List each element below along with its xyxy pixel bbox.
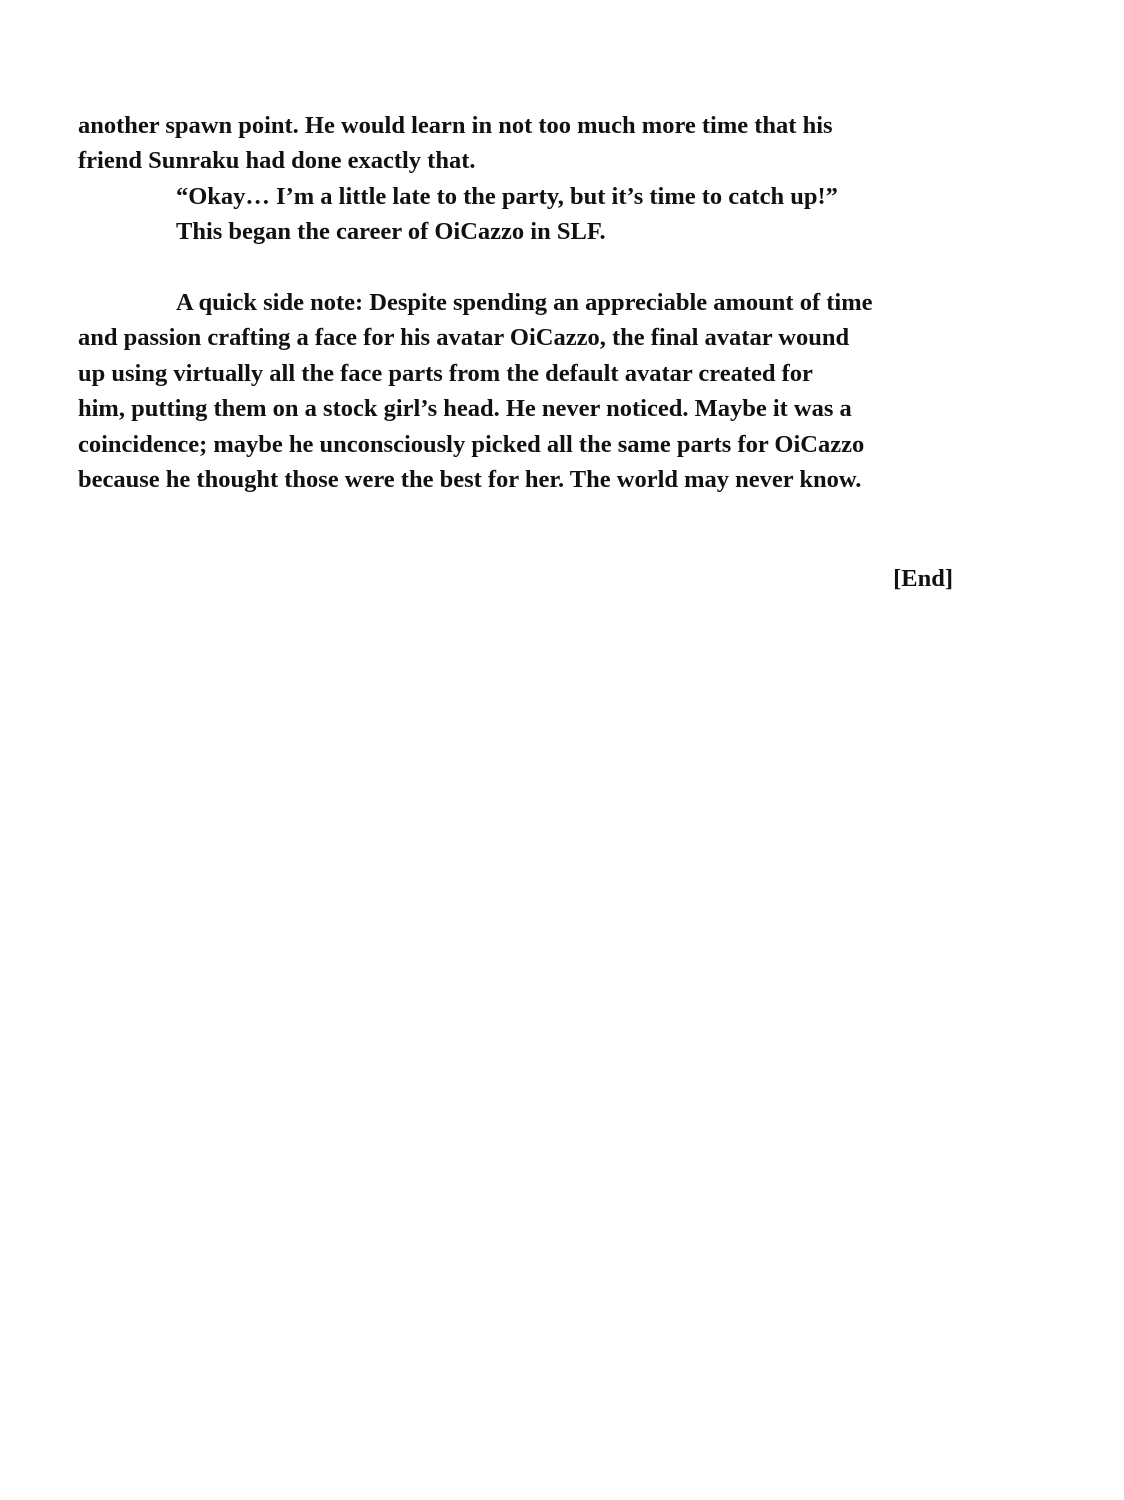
paragraph-break [78,250,978,285]
paragraph-line: coincidence; maybe he unconsciously picked all the same parts for OiCazzo [78,430,865,458]
end-marker: [End] [893,565,953,592]
paragraph-line: A quick side note: Despite spending an appreciable amount of time [176,289,873,317]
paragraph-line: friend Sunraku had done exactly that. [78,147,476,175]
paragraph-line: another spawn point. He would learn in not too much more time that his [78,112,833,139]
paragraph-line: This began the career of OiCazzo in SLF. [176,218,606,246]
paragraph-line: up using virtually all the face parts from the default avatar created for [78,359,813,387]
paragraph-line: because he thought those were the best for her. The world may never know. [78,466,862,494]
body-text [78,108,978,497]
paragraph-line: and passion crafting a face for his avatar OiCazzo, the final avatar wound [78,324,850,352]
dialogue-line: “Okay… I’m a little late to the party, but it’s time to catch up!” [176,182,838,210]
paragraph-line: him, putting them on a stock girl’s head. He never noticed. Maybe it was a [78,395,852,423]
